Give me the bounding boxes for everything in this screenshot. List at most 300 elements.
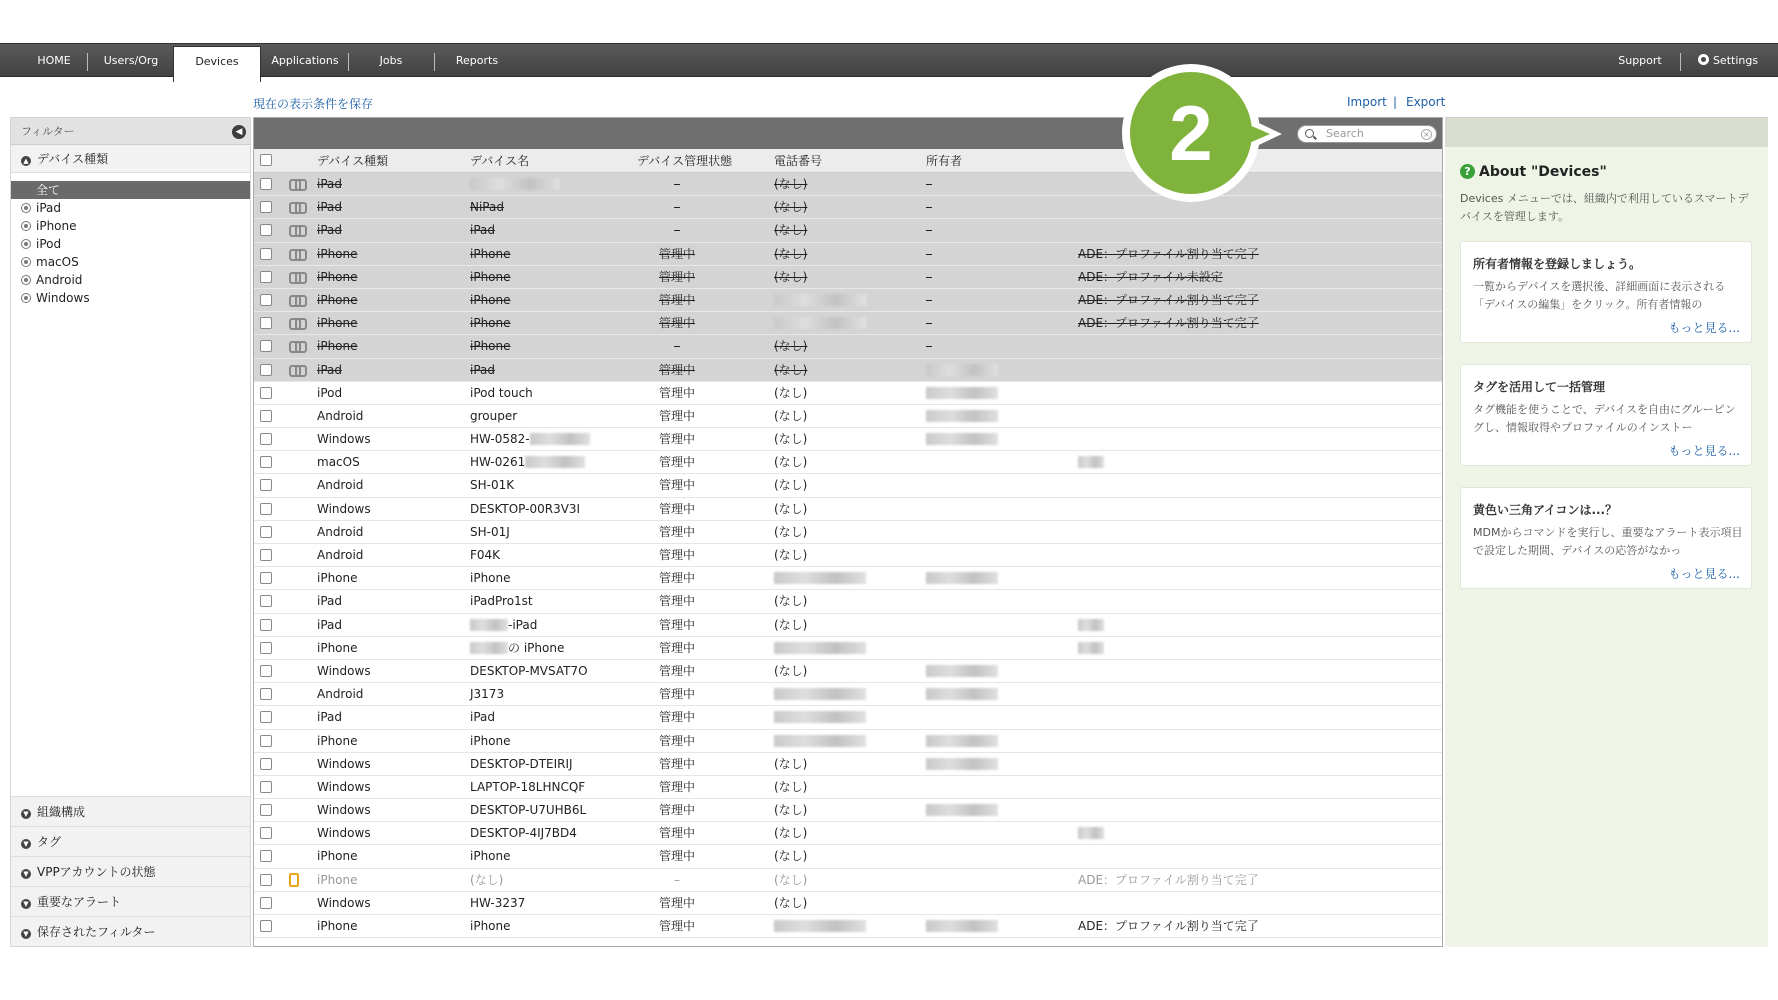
- table-row[interactable]: [254, 451, 1442, 474]
- unlinked-icon: [289, 341, 303, 351]
- device-type-section[interactable]: [11, 145, 250, 173]
- help-panel: [1445, 147, 1768, 947]
- row-checkbox[interactable]: [260, 688, 272, 700]
- cell-managed-status: 管理中: [658, 478, 695, 493]
- redacted-block: [1078, 619, 1104, 631]
- cell-managed-status: 管理中: [658, 408, 695, 423]
- cell-owner: –: [926, 339, 932, 354]
- cell-device-type: iPhone: [317, 571, 358, 586]
- cell-owner: [926, 915, 998, 938]
- filter-item-label: iPod: [36, 237, 62, 251]
- table-row[interactable]: [254, 706, 1442, 729]
- table-row[interactable]: [254, 799, 1442, 822]
- cell-device-type: iPad: [317, 710, 343, 725]
- row-checkbox[interactable]: [260, 503, 272, 515]
- cell-managed-status: 管理中: [658, 640, 695, 655]
- cell-device-name: [470, 637, 564, 660]
- table-row[interactable]: [254, 289, 1442, 312]
- row-checkbox[interactable]: [260, 711, 272, 723]
- redacted-block: [530, 433, 590, 445]
- card-more-link[interactable]: もっと見る...: [1668, 444, 1740, 458]
- unlinked-icon: [289, 249, 303, 259]
- row-checkbox[interactable]: [260, 874, 272, 886]
- cell-ade-status: [1078, 451, 1104, 474]
- row-checkbox[interactable]: [260, 920, 272, 932]
- nav-tab-home[interactable]: HOME: [37, 54, 71, 67]
- cell-device-type: Android: [317, 687, 364, 702]
- cell-managed-status: 管理中: [658, 501, 695, 516]
- row-checkbox[interactable]: [260, 804, 272, 816]
- card-title: 黄色い三角アイコンは...？: [1473, 503, 1618, 517]
- collapse-sidebar-icon[interactable]: ◀: [232, 125, 246, 139]
- cell-managed-status: 管理中: [658, 524, 695, 539]
- filter-header: [11, 118, 250, 145]
- radio-icon: [21, 221, 31, 231]
- cell-managed-status: 管理中: [658, 548, 695, 562]
- row-checkbox[interactable]: [260, 781, 272, 793]
- cell-device-type: iPad: [317, 200, 343, 215]
- row-checkbox[interactable]: [260, 364, 272, 376]
- save-filter-link[interactable]: 現在の表示条件を保存: [253, 97, 374, 111]
- cell-managed-status: 管理中: [658, 756, 695, 771]
- table-row[interactable]: [254, 498, 1442, 521]
- card-body: タグ機能を使うことで、デバイスを自由にグルーピングし、情報取得やプロファイルのインストー: [1473, 403, 1736, 434]
- row-checkbox[interactable]: [260, 595, 272, 607]
- cell-device-name: iPad: [470, 710, 496, 725]
- table-row[interactable]: [254, 614, 1442, 637]
- cell-ade-status: ADE：プロファイル割り当て完了: [1078, 316, 1259, 331]
- radio-icon: [21, 203, 31, 213]
- cell-device-type: Windows: [317, 779, 371, 794]
- row-checkbox[interactable]: [260, 433, 272, 445]
- cell-device-name: DESKTOP-MVSAT7O: [470, 663, 588, 678]
- cell-managed-status: 管理中: [658, 455, 695, 470]
- cell-device-type: Windows: [317, 826, 371, 841]
- cell-managed-status: 管理中: [658, 246, 695, 261]
- filter-item-label: macOS: [36, 255, 79, 269]
- cell-managed-status: 管理中: [658, 385, 695, 400]
- cell-device-name: iPad: [470, 223, 496, 238]
- row-checkbox[interactable]: [260, 294, 272, 306]
- table-row[interactable]: [254, 590, 1442, 613]
- cell-phone: [774, 637, 866, 660]
- cell-device-name: iPhone: [470, 733, 511, 748]
- row-checkbox[interactable]: [260, 271, 272, 283]
- filter-item-windows[interactable]: [11, 289, 250, 307]
- nav-support[interactable]: Support: [1618, 54, 1662, 67]
- cell-ade-status: ADE：プロファイル割り当て完了: [1078, 919, 1259, 933]
- cell-device-type: Windows: [317, 663, 371, 678]
- cell-managed-status: –: [674, 339, 680, 354]
- cell-device-type: iPhone: [317, 919, 358, 933]
- cell-managed-status: 管理中: [658, 687, 695, 702]
- chevron-down-icon: ▼: [21, 839, 31, 849]
- cell-ade-status: ADE：プロファイル未設定: [1078, 269, 1223, 284]
- table-row[interactable]: [254, 544, 1442, 567]
- redacted-block: [774, 317, 866, 329]
- cell-device-name: iPhone: [470, 919, 511, 933]
- table-row[interactable]: [254, 474, 1442, 497]
- cell-owner: [926, 405, 998, 428]
- cell-phone: (なし): [774, 177, 808, 191]
- cell-device-name: LAPTOP-18LHNCQF: [470, 779, 586, 794]
- row-checkbox[interactable]: [260, 340, 272, 352]
- row-checkbox[interactable]: [260, 317, 272, 329]
- redacted-block: [1078, 827, 1104, 839]
- cell-phone: (なし): [774, 617, 808, 632]
- redacted-block: [774, 735, 866, 747]
- cell-managed-status: 管理中: [658, 733, 695, 748]
- chevron-up-icon: ▲: [21, 156, 31, 166]
- settings-label: Settings: [1712, 54, 1759, 67]
- redacted-block: [470, 178, 560, 190]
- row-checkbox[interactable]: [260, 387, 272, 399]
- cell-device-type: Android: [317, 548, 364, 562]
- table-row[interactable]: [254, 335, 1442, 358]
- nav-tab-jobs[interactable]: Jobs: [379, 54, 403, 67]
- card-body: MDMからコマンドを実行し、重要なアラート表示項目で設定した期間、デバイスの応答がなかっ: [1473, 526, 1743, 557]
- cell-phone: (なし): [774, 200, 808, 215]
- redacted-block: [774, 688, 866, 700]
- cell-owner: [926, 567, 998, 590]
- nav-tab-reports[interactable]: Reports: [455, 54, 499, 67]
- cell-phone: [774, 730, 866, 753]
- section-label: 重要なアラート: [37, 895, 122, 909]
- unlinked-icon: [289, 202, 303, 212]
- cell-device-name: iPhone: [470, 339, 511, 354]
- table-row[interactable]: [254, 243, 1442, 266]
- filter-item-ipod[interactable]: [11, 235, 250, 253]
- cell-text: HW-0261: [470, 455, 526, 470]
- cell-managed-status: 管理中: [658, 292, 695, 307]
- redacted-block: [926, 433, 998, 445]
- search-icon: [1305, 129, 1314, 138]
- cell-phone: (なし): [774, 849, 808, 864]
- cell-ade-status: ADE：プロファイル割り当て完了: [1078, 246, 1259, 261]
- cell-owner: [926, 730, 998, 753]
- table-row[interactable]: [254, 382, 1442, 405]
- radio-icon: [21, 275, 31, 285]
- device-type-section-label: デバイス種類: [37, 152, 109, 166]
- card-title: 所有者情報を登録しましょう。: [1473, 257, 1642, 271]
- cell-device-type: iPad: [317, 594, 343, 609]
- table-row[interactable]: [254, 845, 1442, 868]
- column-header-managed-status[interactable]: デバイス管理状態: [637, 154, 733, 168]
- cell-device-name: grouper: [470, 408, 518, 423]
- import-export-separator: |: [1393, 95, 1398, 109]
- cell-phone: [774, 312, 866, 335]
- search-placeholder: Search: [1326, 127, 1364, 140]
- cell-phone: (なし): [774, 223, 808, 238]
- cell-owner: –: [926, 246, 932, 261]
- cell-phone: (なし): [774, 803, 808, 818]
- cell-device-type: iPhone: [317, 292, 358, 307]
- cell-device-type: iPad: [317, 177, 343, 191]
- cell-device-type: iPhone: [317, 269, 358, 284]
- row-checkbox[interactable]: [260, 735, 272, 747]
- cell-device-name: F04K: [470, 548, 501, 562]
- table-row[interactable]: [254, 776, 1442, 799]
- table-row[interactable]: [254, 730, 1442, 753]
- gear-icon: [1698, 54, 1709, 65]
- redacted-block: [774, 642, 866, 654]
- unlinked-icon: [289, 225, 303, 235]
- cell-device-type: iPad: [317, 617, 343, 632]
- unlinked-icon: [289, 365, 303, 375]
- cell-owner: [926, 382, 998, 405]
- cell-managed-status: 管理中: [658, 269, 695, 284]
- section-saved-filters[interactable]: [11, 916, 250, 946]
- nav-settings[interactable]: [1688, 44, 1768, 78]
- row-checkbox[interactable]: [260, 572, 272, 584]
- filter-item-ipad[interactable]: [11, 199, 250, 217]
- cell-device-type: Android: [317, 524, 364, 539]
- radio-icon: [21, 293, 31, 303]
- column-header-phone[interactable]: 電話番号: [774, 154, 823, 168]
- row-checkbox[interactable]: [260, 665, 272, 677]
- card-more-link[interactable]: もっと見る...: [1668, 321, 1740, 335]
- row-checkbox[interactable]: [260, 178, 272, 190]
- help-title-text: About "Devices": [1479, 164, 1607, 180]
- nav-separator: [87, 53, 88, 71]
- cell-device-type: iPhone: [317, 872, 358, 887]
- table-row[interactable]: [254, 521, 1442, 544]
- cell-device-type: iPad: [317, 223, 343, 238]
- cell-owner: [926, 359, 998, 382]
- cell-owner: [926, 799, 998, 822]
- card-more-link[interactable]: もっと見る...: [1668, 567, 1740, 581]
- help-panel-header: [1445, 117, 1768, 147]
- filter-item-all[interactable]: [11, 181, 250, 199]
- table-row[interactable]: [254, 219, 1442, 242]
- section-tags[interactable]: [11, 826, 250, 856]
- nav-separator: [1680, 53, 1681, 71]
- top-navigation: [0, 43, 1778, 77]
- table-row[interactable]: [254, 359, 1442, 382]
- redacted-block: [525, 456, 585, 468]
- section-label: VPPアカウントの状態: [37, 865, 156, 879]
- row-checkbox[interactable]: [260, 827, 272, 839]
- cell-managed-status: 管理中: [658, 895, 695, 910]
- cell-device-type: Windows: [317, 756, 371, 771]
- cell-phone: (なし): [774, 826, 808, 841]
- filter-item-iphone[interactable]: [11, 217, 250, 235]
- cell-owner: –: [926, 292, 932, 307]
- cell-device-name: iPhone: [470, 316, 511, 331]
- cell-text: HW-0582-: [470, 432, 530, 447]
- cell-phone: [774, 567, 866, 590]
- row-checkbox[interactable]: [260, 224, 272, 236]
- section-label: タグ: [37, 835, 62, 849]
- row-checkbox[interactable]: [260, 479, 272, 491]
- table-body: [254, 173, 1442, 938]
- column-header-owner[interactable]: 所有者: [926, 154, 963, 168]
- cell-ade-status: [1078, 614, 1104, 637]
- export-link[interactable]: Export: [1406, 95, 1446, 109]
- cell-device-type: iPhone: [317, 316, 358, 331]
- cell-phone: [774, 289, 866, 312]
- search-input[interactable]: [1297, 125, 1437, 143]
- row-checkbox[interactable]: [260, 410, 272, 422]
- cell-device-type: Windows: [317, 895, 371, 910]
- row-checkbox[interactable]: [260, 850, 272, 862]
- table-row[interactable]: [254, 173, 1442, 196]
- cell-device-name: DESKTOP-DTEIRIJ: [470, 756, 573, 771]
- column-header-device-type[interactable]: デバイス種類: [317, 154, 389, 168]
- cell-text: の iPhone: [508, 640, 565, 655]
- row-checkbox[interactable]: [260, 897, 272, 909]
- cell-device-name: iPhone: [470, 292, 511, 307]
- cell-device-name: SH-01J: [470, 524, 510, 539]
- cell-owner: –: [926, 200, 932, 215]
- cell-phone: (なし): [774, 408, 808, 423]
- cell-phone: [774, 683, 866, 706]
- help-card-owner: [1460, 241, 1752, 343]
- row-checkbox[interactable]: [260, 549, 272, 561]
- unlinked-icon: [289, 272, 303, 282]
- table-row[interactable]: [254, 892, 1442, 915]
- cell-owner: –: [926, 316, 932, 331]
- cell-owner: [926, 753, 998, 776]
- filter-sidebar: [10, 117, 251, 947]
- filter-item-macos[interactable]: [11, 253, 250, 271]
- cell-device-name: DESKTOP-4IJ7BD4: [470, 826, 577, 841]
- cell-device-name: [470, 451, 585, 474]
- cell-device-name: [470, 173, 560, 196]
- section-organization[interactable]: [11, 796, 250, 826]
- table-row[interactable]: [254, 637, 1442, 660]
- redacted-block: [1078, 642, 1104, 654]
- redacted-block: [1078, 456, 1104, 468]
- table-row[interactable]: [254, 660, 1442, 683]
- redacted-block: [926, 572, 998, 584]
- step-callout: [1122, 64, 1262, 202]
- table-row[interactable]: [254, 753, 1442, 776]
- cell-device-name: iPhone: [470, 269, 511, 284]
- cell-phone: (なし): [774, 246, 808, 261]
- filter-item-label: Android: [36, 273, 83, 287]
- cell-device-type: iPhone: [317, 339, 358, 354]
- cell-phone: (なし): [774, 663, 808, 678]
- row-checkbox[interactable]: [260, 456, 272, 468]
- import-link[interactable]: Import: [1347, 95, 1387, 109]
- cell-device-name: DESKTOP-00R3V3I: [470, 501, 581, 516]
- section-vpp-status[interactable]: [11, 856, 250, 886]
- redacted-block: [926, 364, 998, 376]
- section-important-alerts[interactable]: [11, 886, 250, 916]
- filter-item-label: Windows: [36, 291, 90, 305]
- redacted-block: [926, 665, 998, 677]
- cell-managed-status: 管理中: [658, 432, 695, 447]
- nav-tab-applications[interactable]: Applications: [271, 54, 339, 67]
- cell-device-name: DESKTOP-U7UHB6L: [470, 803, 587, 818]
- table-row[interactable]: [254, 822, 1442, 845]
- cell-owner: [926, 428, 998, 451]
- cell-device-type: iPhone: [317, 640, 358, 655]
- cell-phone: (なし): [774, 385, 808, 400]
- cell-owner: –: [926, 223, 932, 238]
- row-checkbox[interactable]: [260, 619, 272, 631]
- row-checkbox[interactable]: [260, 642, 272, 654]
- filter-item-android[interactable]: [11, 271, 250, 289]
- cell-managed-status: 管理中: [658, 710, 695, 725]
- cell-managed-status: 管理中: [658, 594, 695, 609]
- nav-tab-users-org[interactable]: Users/Org: [103, 54, 159, 67]
- table-row[interactable]: [254, 266, 1442, 289]
- redacted-block: [926, 758, 998, 770]
- filter-item-label: iPhone: [36, 219, 77, 233]
- cell-owner: –: [926, 269, 932, 284]
- table-row[interactable]: [254, 196, 1442, 219]
- section-label: 保存されたフィルター: [37, 925, 156, 939]
- cell-device-name: [470, 614, 537, 637]
- redacted-block: [926, 804, 998, 816]
- unlinked-icon: [289, 318, 303, 328]
- cell-managed-status: –: [674, 872, 680, 887]
- nav-separator: [434, 53, 435, 71]
- cell-device-type: iPad: [317, 362, 343, 377]
- table-row[interactable]: [254, 428, 1442, 451]
- cell-managed-status: –: [674, 200, 680, 215]
- cell-managed-status: 管理中: [658, 362, 695, 377]
- row-checkbox[interactable]: [260, 526, 272, 538]
- cell-device-type: Android: [317, 408, 364, 423]
- cell-device-type: Android: [317, 478, 364, 493]
- column-header-device-name[interactable]: デバイス名: [470, 154, 530, 168]
- table-row[interactable]: [254, 405, 1442, 428]
- cell-device-type: iPhone: [317, 246, 358, 261]
- card-title: タグを活用して一括管理: [1473, 380, 1606, 394]
- cell-phone: (なし): [774, 548, 808, 562]
- cell-managed-status: 管理中: [658, 849, 695, 864]
- filter-item-label: 全て: [36, 183, 61, 197]
- help-card-tags: [1460, 364, 1752, 466]
- table-row[interactable]: [254, 312, 1442, 335]
- row-checkbox[interactable]: [260, 248, 272, 260]
- cell-phone: (なし): [774, 895, 808, 910]
- cell-device-name: J3173: [470, 687, 505, 702]
- unlinked-icon: [289, 295, 303, 305]
- redacted-block: [926, 410, 998, 422]
- cell-device-name: (なし): [470, 872, 504, 887]
- cell-ade-status: [1078, 822, 1104, 845]
- redacted-block: [470, 619, 508, 631]
- cell-managed-status: 管理中: [658, 663, 695, 678]
- clear-search-icon[interactable]: ×: [1421, 129, 1432, 140]
- row-checkbox[interactable]: [260, 201, 272, 213]
- cell-phone: (なし): [774, 872, 808, 887]
- cell-device-name: [470, 428, 590, 451]
- cell-phone: (なし): [774, 594, 808, 609]
- cell-phone: (なし): [774, 339, 808, 354]
- cell-phone: (なし): [774, 478, 808, 493]
- select-all-checkbox[interactable]: [260, 154, 272, 166]
- table-row[interactable]: [254, 683, 1442, 706]
- cell-ade-status: [1078, 637, 1104, 660]
- table-row[interactable]: [254, 567, 1442, 590]
- radio-icon: [21, 257, 31, 267]
- table-row[interactable]: [254, 915, 1442, 938]
- cell-managed-status: 管理中: [658, 803, 695, 818]
- redacted-block: [774, 294, 866, 306]
- cell-phone: (なし): [774, 455, 808, 470]
- cell-managed-status: 管理中: [658, 617, 695, 632]
- nav-tab-devices[interactable]: Devices: [173, 46, 261, 82]
- row-checkbox[interactable]: [260, 758, 272, 770]
- question-icon: ?: [1460, 164, 1475, 179]
- table-row[interactable]: [254, 869, 1442, 892]
- cell-owner: [926, 683, 998, 706]
